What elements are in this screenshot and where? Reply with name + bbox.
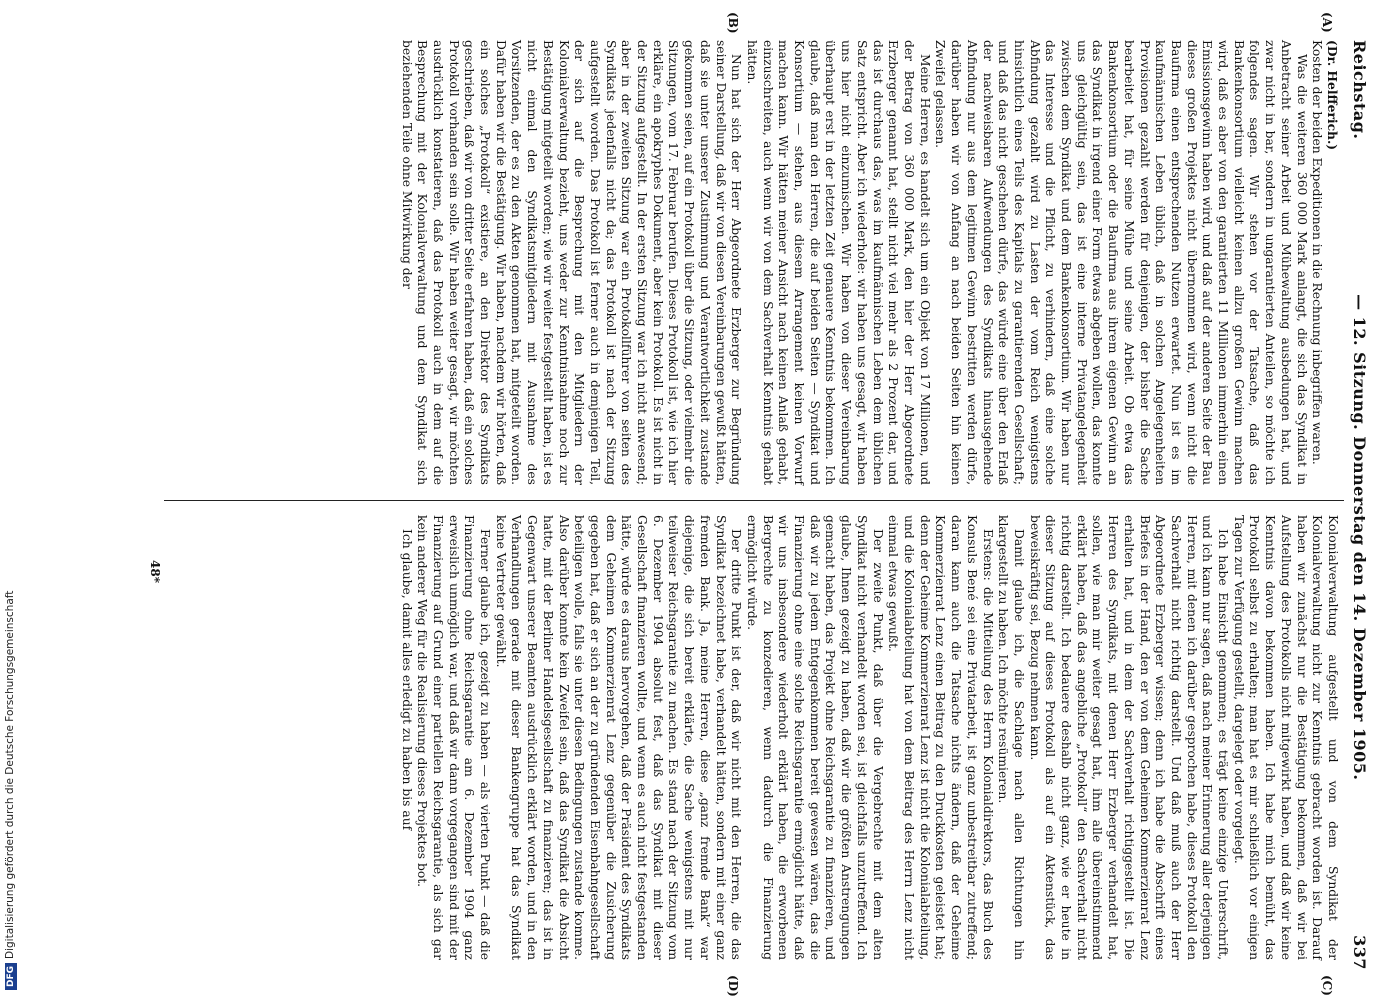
sidebar-credit <box>4 591 17 990</box>
page-header <box>1350 40 1380 970</box>
sidebar <box>0 0 30 1000</box>
page-number: 337 <box>1350 935 1369 970</box>
paragraph: Erstens: die Mitteilung des Herrn Kolonialdirektors, das Buch des Konsuls Bené sei eine Privatarbeit, ist ganz unbestreitbar zutreffend; daran kann auch die Tatsache nichts ändern, daß der Geheime Kommerzienrat Lenz einen Beitrag zu den Druckkosten geleistet hat; denn der Geheime Kommerzienrat Lenz ist nicht die Kolonialabteilung, und die Kolonialabteilung hat von dem Beitrag des Herrn Lenz nicht einmal etwas gewußt. <box>886 515 995 960</box>
dfg-logo-icon: DFG <box>5 963 17 990</box>
paragraph: Ich habe Einsicht genommen; es trägt keine einzige Unterschrift, und ich kann nur sagen, daß nach meiner Erinnerung aller derjenigen Herren, mit denen ich darüber gesprochen habe, dieses Protokoll den Sachverhalt nicht richtig darstellt. Und daß muß auch der Herr Abgeordnete Erzberger wissen; denn ich habe die Abschrift eines Briefes in der Hand, den er von dem Geheimen Kommerzienrat Lenz erhalten hat, und in dem der Sachverhalt richtiggestellt ist. Die Herren des Syndikats, mit denen Herr Erzberger verhandelt hat, sollen, wie man mir weiter gesagt hat, ihm alle übereinstimmend erklärt haben, daß das angebliche „Protokoll“ den Sachverhalt nicht richtig darstellt. Ich bedauere deshalb nicht ganz, wie er heute in dieser Sitzung auf dieses Protokoll als auf ein Aktenstück, das beweiskräftig sei, Bezug nehmen kann. <box>1027 515 1231 960</box>
paragraph: Kosten der beiden Expeditionen in die Rechnung inbegriffen waren. <box>1310 40 1325 465</box>
paragraph: Damit glaube ich, die Sachlage nach allen Richtungen hin klargestellt zu haben. Ich möchte resümieren. <box>996 515 1026 960</box>
paragraph: Der zweite Punkt, daß über die Vergebrechte mit dem alten Syndikat nicht verhandelt worden sei, ist gleichfalls unzutreffend. Ich glaube, Ihnen gezeigt zu haben, daß wir die größten Anstrengungen gemacht haben, das Projekt ohne Reichsgarantie zu finanzieren, und daß wir zu jedem Entgegenkommen bereit gewesen wären, das die Finanzierung ohne eine solche Reichsgarantie ermöglicht hätte, daß wir uns insbesondere wiederholt erklärt haben, die erworbenen Bergrechte zu konzedieren, wenn dadurch die Finanzierung ermöglicht würde. <box>744 515 885 960</box>
paragraph: Der dritte Punkt ist der, daß wir nicht mit den Herren, die das Syndikat bezeichnet habe, verhandelt hätten, sondern mit einer ganz fremden Bank. Ja, meine Herren, diese „ganz fremde Bank“ war diejenige, die sich bereit erklärte, die Sache wenigstens mit nur teilweiser Reichsgarantie zu machen. Es stand nach der Sitzung vom 6. Dezember 1904 absolut fest, daß das Syndikat mit dieser Gesellschaft finanzieren wollte, und wenn es auch nicht festgestanden hätte, würde es daraus hervorgehen, daß der Präsident des Syndikats dem Geheimen Kommerzienrat Lenz gegenüber die Zusicherung gegeben hat, daß er sich an der zu gründenden Eisenbahngesellschaft beteiligen wolle, falls sie unter diesen Bedingungen zustande komme. Also darüber konnte kein Zweifel sein, daß das Syndikat die Absicht hatte, mit der Berliner Handelsgesellschaft zu finanzieren; das ist in Gegenwart unserer Beamten ausdrücklich erklärt worden, und in den Verhandlungen gerade mit dieser Bankengruppe hat das Syndikat keine Vertreter gewählt. <box>493 515 744 960</box>
margin-marker-a: (A) <box>1320 12 1334 33</box>
margin-marker-c: (C) <box>1320 975 1334 996</box>
header-left: Reichstag. <box>1350 40 1369 140</box>
right-column <box>398 515 1340 960</box>
paragraph: Kolonialverwaltung aufgestellt und von dem Syndikat der Kolonialverwaltung nicht zur Kenntnis gebracht worden ist. Darauf haben wir zunächst nur die Bestätigung bekommen, daß wir bei Aufstellung des Protokolls nicht mitgewirkt haben, und daß wir keine Kenntnis davon bekommen haben. Ich habe mich bemüht, das Protokoll selbst zu erhalten; man hat es mir schließlich vor einigen Tagen zur Verfügung gestellt, dargelegt oder vorgelegt. <box>1231 515 1340 960</box>
paragraph: Meine Herren, es handelt sich um ein Objekt von 17 Millionen, und der Betrag von 360 000 Mark, den hier der Herr Abgeordnete Erzberger genannt hat, stellt nicht viel mehr als 2 Prozent dar, und das ist durchaus das, was im kaufmännischen Leben dem üblichen Satz entspricht. Aber ich wiederhole: wir haben uns gesagt, wir haben uns hier nicht einzumischen. Wir haben von dieser Vereinbarung überhaupt erst in der letzten Zeit genauere Kenntnis bekommen. Ich glaube, daß man den Herren, die auf beiden Seiten — Syndikat und Konsortium — stehen, aus diesem Arrangement keinen Vorwurf machen kann. Wir hätten meiner Ansicht nach keinen Anlaß gehabt, einzuschreiten, auch wenn wir von dem Sachverhalt Kenntnis gehabt hätten. <box>744 40 932 485</box>
paragraph: Was die weiteren 360 000 Mark anlangt, die sich das Syndikat in Anbetracht seiner Arbeit und Mühewaltung ausbedungen hat, und zwar nicht in bar, sondern in ungarantierten Anteilen, so möchte ich folgendes sagen. Wir stehen vor der Tatsache, daß das Bankenkonsortium vielleicht keinen allzu großen Gewinn machen wird, daß es aber von den garantierten 11 Millionen immerhin einen Emissionsgewinn haben wird, und daß auf der anderen Seite der Bau dieses großen Projektes nicht übernommen wird, wenn nicht die Baufirma einen entsprechenden Nutzen erwartet. Nun ist es im kaufmännischen Leben üblich, daß in solchen Angelegenheiten Provisionen gezahlt werden für denjenigen, der bisher die Sache bearbeitet hat, für seine Mühe und seine Arbeit. Ob etwa das Bankenkonsortium oder die Baufirma aus ihrem eigenen Gewinn an das Syndikat in irgend einer Form etwas abgeben wollen, das konnte uns gleichgültig sein, das ist eine interne Privatangelegenheit zwischen dem Syndikat und dem Bankenkonsortium. Wir haben nur das Interesse und die Pflicht, zu verhindern, daß eine solche Abfindung gezahlt wird zu Lasten der vom Reich wenigstens hinsichtlich eines Teils des Kapitals zu garantierenden Gesellschaft; und daß das nicht geschehen dürfe, das würde eine über den Erlaß der nachweisbaren Aufwendungen des Syndikats hinausgehende Abfindung nur aus dem legitimen Gewinn bestritten werden dürfe, darüber haben wir von Anfang an nach beiden Seiten hin keinen Zweifel gelassen. <box>933 40 1309 485</box>
sidebar-credit-text: Digitalisierung gefördert durch die Deutsche Forschungsgemeinschaft <box>4 590 16 959</box>
paragraph: Ich glaube, damit alles erledigt zu haben bis auf <box>399 529 414 831</box>
margin-marker-d: (D) <box>726 975 740 997</box>
signature-mark: 48* <box>148 560 162 583</box>
header-title: — 12. Sitzung. Donnerstag den 14. Dezember 1905. <box>1350 294 1369 781</box>
margin-marker-b: (B) <box>726 12 740 34</box>
paragraph: Nun hat sich der Herr Abgeordnete Erzberger zur Begründung seiner Darstellung, daß wir von diesen Vereinbarungen gewußt hätten, daß sie unter unserer Zustimmung und Verantwortlichkeit zustande gekommen seien, auf ein Protokoll über die Sitzung, oder vielmehr die Sitzungen, vom 17. Februar berufen. Dieses Protokoll ist, wie ich hier erkläre, ein apokryphes Dokument, aber kein Protokoll. Es ist nicht in der Sitzung aufgestellt. In der ersten Sitzung war ich nicht anwesend; aber in der zweiten Sitzung war ein Protokollführer von seiten des Syndikats jedenfalls nicht da; das Protokoll ist nach der Sitzung aufgestellt worden. Das Protokoll ist ferner auch in demjenigen Teil, der sich auf die Besprechung mit den Mitgliedern der Kolonialverwaltung bezieht, uns weder zur Kenntnisnahme noch zur Bestätigung mitgeteilt worden; wie wir weiter festgestellt haben, ist es nicht einmal den Syndikatsmitgliedern mit Ausnahme des Vorsitzenden, der es zu den Akten genommen hat, mitgeteilt worden. Dafür haben wir die Bestätigung. Wir haben, nachdem wir hörten, daß ein solches „Protokoll“ existiere, an den Direktor des Syndikats geschrieben, daß wir von dritter Seite erfahren haben, daß ein solches Protokoll vorhanden sein solle. Wir haben weiter gesagt, wir möchten ausdrücklich konstatieren, daß das Protokoll auch in dem auf die Besprechung mit der Kolonialverwaltung und dem Syndikat sich beziehenden Teile ohne Mitwirkung der <box>399 40 744 485</box>
speaker-label: (Dr. Helfferich.) <box>1325 40 1340 151</box>
left-column <box>398 40 1340 485</box>
document-page <box>140 12 1380 997</box>
column-divider <box>164 500 1344 501</box>
paragraph: Ferner glaube ich, gezeigt zu haben — als vierten Punkt — daß die Finanzierung ohne Reichsgarantie am 6. Dezember 1904 ganz erweislich unmöglich war, und daß wir dann vorgegangen sind mit der Finanzierung auf Grund einer partiellen Reichsgarantie, als sich gar kein anderer Weg für die Realisierung dieses Projektes bot. <box>415 515 493 960</box>
